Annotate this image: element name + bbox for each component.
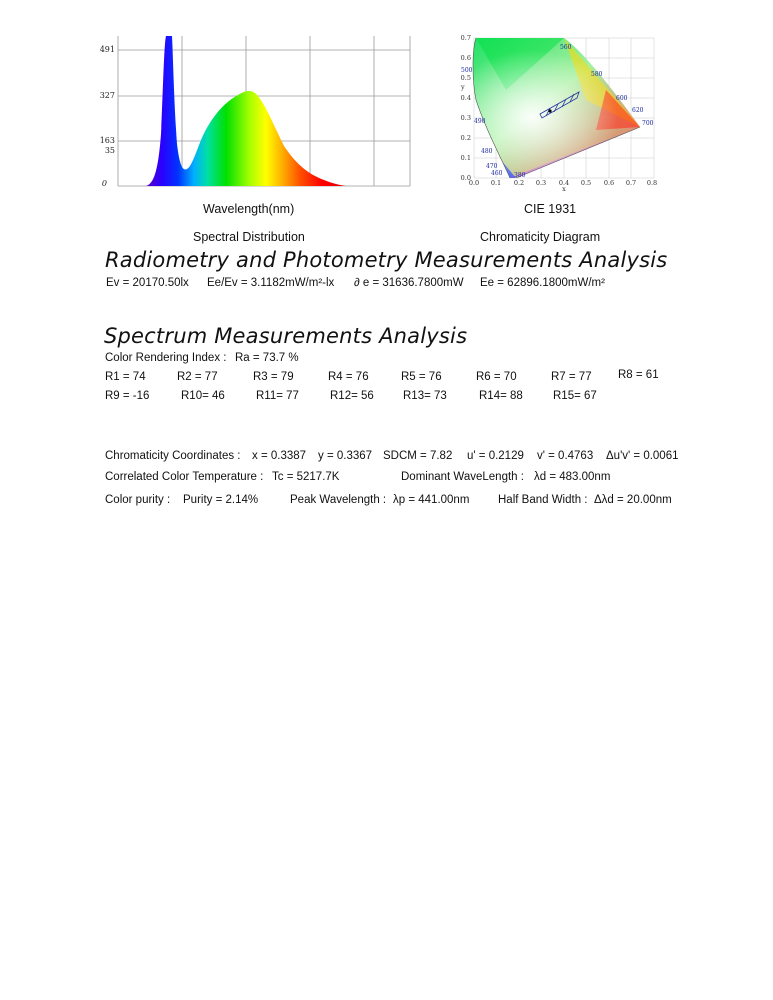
- r-value: R2 = 77: [177, 371, 218, 383]
- r-value: R14= 88: [479, 390, 523, 402]
- svg-text:600: 600: [616, 95, 628, 102]
- svg-text:0.3: 0.3: [460, 114, 471, 122]
- r-value: R13= 73: [403, 390, 447, 402]
- sdcm-value: SDCM = 7.82: [383, 450, 453, 462]
- svg-text:0.2: 0.2: [460, 134, 471, 142]
- svg-text:0.3: 0.3: [535, 179, 547, 187]
- svg-text:480: 480: [481, 148, 493, 155]
- r-value: R10= 46: [181, 390, 225, 402]
- ev-value: Ev = 20170.50lx: [106, 277, 189, 289]
- cie-caption: Chromaticity Diagram: [480, 230, 601, 244]
- r-value: R15= 67: [553, 390, 597, 402]
- r-value: R12= 56: [330, 390, 374, 402]
- svg-text:560: 560: [560, 44, 572, 51]
- r-value: R1 = 74: [105, 371, 146, 383]
- spectral-distribution-chart: [98, 34, 420, 194]
- svg-text:700: 700: [642, 120, 654, 127]
- spectrum-ytick: 163: [99, 136, 115, 145]
- r-value: R3 = 79: [253, 371, 294, 383]
- tc-value: Tc = 5217.7K: [272, 471, 340, 483]
- spectrum-caption: Spectral Distribution: [193, 230, 305, 244]
- chromaticity-point: [548, 109, 551, 112]
- hbw-value: Δλd = 20.00nm: [594, 494, 672, 506]
- svg-text:0.7: 0.7: [460, 34, 471, 42]
- svg-text:470: 470: [486, 163, 498, 170]
- y-value: y = 0.3367: [318, 450, 373, 462]
- svg-text:0.1: 0.1: [460, 154, 471, 162]
- v-value: v' = 0.4763: [537, 450, 594, 462]
- svg-text:0.4: 0.4: [558, 179, 570, 187]
- svg-text:380: 380: [514, 172, 526, 179]
- ra-value: Ra = 73.7 %: [235, 352, 299, 364]
- phi-e-value: ∂ e = 31636.7800mW: [354, 277, 464, 289]
- chromaticity-label: Chromaticity Coordinates :: [105, 450, 241, 462]
- svg-text:0.0: 0.0: [460, 174, 471, 182]
- peak-value: λp = 441.00nm: [393, 494, 470, 506]
- peak-label: Peak Wavelength :: [290, 494, 387, 506]
- duv-value: Δu'v' = 0.0061: [606, 450, 679, 462]
- spectrum-ytick: 35: [104, 146, 115, 155]
- cri-label: Color Rendering Index :: [105, 352, 227, 364]
- cie-xlabel: CIE 1931: [524, 202, 577, 216]
- svg-text:0.0: 0.0: [468, 179, 480, 187]
- svg-text:0.7: 0.7: [625, 179, 637, 187]
- r-value: R8 = 61: [618, 369, 659, 381]
- svg-text:500: 500: [461, 67, 473, 74]
- r-value: R6 = 70: [476, 371, 517, 383]
- svg-text:0.5: 0.5: [580, 179, 592, 187]
- svg-text:620: 620: [632, 107, 644, 114]
- hbw-label: Half Band Width :: [498, 494, 588, 506]
- r-value: R5 = 76: [401, 371, 442, 383]
- svg-text:x: x: [562, 185, 566, 192]
- cct-label: Correlated Color Temperature :: [105, 471, 264, 483]
- svg-text:0.2: 0.2: [513, 179, 525, 187]
- purity-label: Color purity :: [105, 494, 171, 506]
- svg-text:y: y: [461, 83, 465, 91]
- svg-text:0.8: 0.8: [646, 179, 658, 187]
- svg-text:0.5: 0.5: [460, 74, 471, 82]
- u-value: u' = 0.2129: [467, 450, 524, 462]
- svg-text:580: 580: [591, 71, 603, 78]
- r-value: R4 = 76: [328, 371, 369, 383]
- spectrum-ytick: 491: [99, 45, 115, 54]
- radiometry-title: Radiometry and Photometry Measurements Analysis: [105, 248, 668, 272]
- svg-text:460: 460: [491, 170, 503, 177]
- r-value: R7 = 77: [551, 371, 592, 383]
- r-value: R9 = -16: [105, 390, 150, 402]
- svg-text:0.4: 0.4: [460, 94, 471, 102]
- purity-value: Purity = 2.14%: [183, 494, 259, 506]
- svg-text:0.6: 0.6: [460, 54, 471, 62]
- ee-value: Ee = 62896.1800mW/m²: [480, 277, 605, 289]
- svg-text:0.1: 0.1: [490, 179, 502, 187]
- x-value: x = 0.3387: [252, 450, 307, 462]
- cie-chromaticity-chart: [446, 30, 662, 192]
- ee-ev-value: Ee/Ev = 3.1182mW/m²-lx: [207, 277, 335, 289]
- dominant-value: λd = 483.00nm: [534, 471, 611, 483]
- r-value: R11= 77: [256, 390, 299, 402]
- svg-text:0.6: 0.6: [603, 179, 615, 187]
- spectrum-title: Spectrum Measurements Analysis: [104, 324, 468, 348]
- svg-text:490: 490: [474, 118, 486, 125]
- spectrum-xlabel: Wavelength(nm): [203, 202, 295, 216]
- spectrum-ytick: 0: [101, 179, 107, 188]
- spectrum-ytick: 327: [99, 91, 115, 100]
- dominant-label: Dominant WaveLength :: [401, 471, 524, 483]
